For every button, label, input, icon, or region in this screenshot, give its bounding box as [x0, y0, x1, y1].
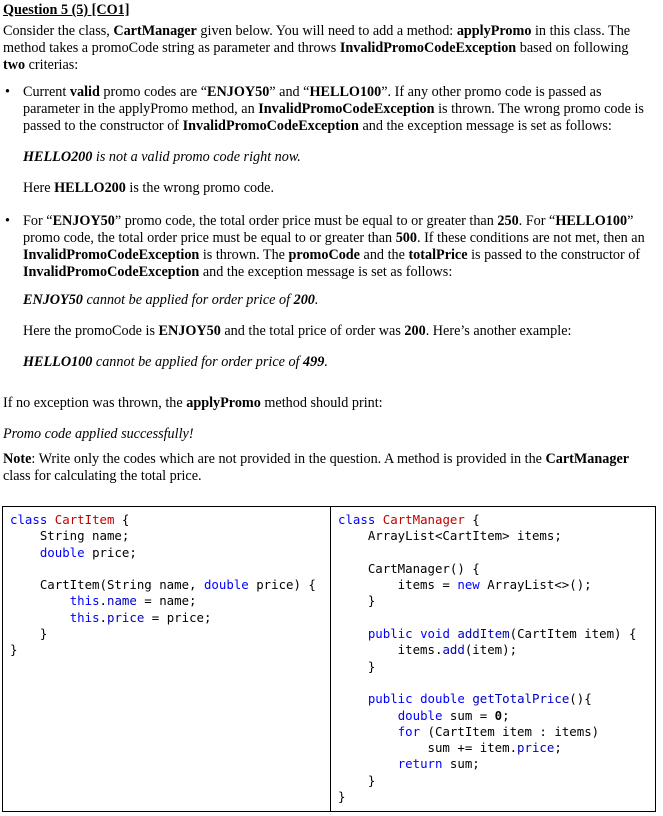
question-heading: Question 5 (5) [CO1]: [3, 2, 130, 18]
method-name: applyPromo: [456, 23, 532, 39]
promo-code: HELLO200: [54, 180, 126, 196]
exception-name: InvalidPromoCodeException: [258, 101, 435, 117]
class-name: CartManager: [113, 23, 197, 39]
success-text: Promo code applied successfully!: [3, 426, 194, 442]
intro-text: based on following: [516, 40, 629, 56]
example-message-3: [23, 354, 657, 371]
price-value: 200: [404, 323, 426, 339]
text: Here: [23, 180, 55, 196]
intro-text: Consider the class,: [3, 23, 114, 39]
explanation-2: [23, 323, 657, 340]
text: .: [324, 354, 328, 370]
text: . Here’s another example:: [425, 323, 572, 339]
method-name: applyPromo: [186, 395, 261, 411]
intro-text: given below. You will need to add a method:: [196, 23, 457, 39]
cartitem-code-line: String name;: [10, 528, 130, 544]
text: . For “: [518, 213, 556, 229]
cartitem-code-line: CartItem(String name, double price) {: [10, 577, 316, 593]
promo-code: HELLO100: [555, 213, 628, 229]
cartitem-code-line: this.name = name;: [69, 593, 197, 609]
text: .: [314, 292, 319, 308]
text: cannot be applied for order price of: [82, 292, 294, 308]
cartmanager-code-line: CartManager() {: [338, 560, 480, 576]
cartmanager-code-line: public double getTotalPrice(){: [367, 691, 592, 707]
bullet-dot: •: [5, 84, 10, 100]
promo-code: ENJOY50: [207, 84, 270, 100]
example-message-2: [23, 292, 657, 309]
cartmanager-code-line: ArrayList<CartItem> items;: [338, 528, 562, 544]
emphasis: valid: [69, 84, 100, 100]
exception-name: InvalidPromoCodeException: [23, 264, 200, 280]
text: ” promo code, the total order price must be equal to or greater than: [23, 213, 634, 246]
cartmanager-code-line: for (CartItem item : items): [397, 723, 600, 739]
cartitem-code-cell: [3, 507, 331, 811]
text: is the wrong promo code.: [125, 180, 275, 196]
promo-code: HELLO100: [309, 84, 382, 100]
text: promo codes are “: [99, 84, 208, 100]
cartmanager-code-cell: [331, 507, 655, 811]
cartmanager-code-line: }: [338, 772, 376, 788]
text: If no exception was thrown, the: [3, 395, 187, 411]
cartmanager-code-line: public void addItem(CartItem item) {: [367, 626, 637, 642]
text: ”. If any other promo code is passed as parameter in the applyPromo method, an: [23, 84, 602, 117]
price-value: 250: [497, 213, 519, 229]
cartitem-code-line: this.price = price;: [69, 609, 212, 625]
text: Current: [23, 84, 70, 100]
text: and the total price of order was: [220, 323, 405, 339]
cartitem-code-line: double price;: [39, 544, 137, 560]
text: is thrown. The wrong promo code is passed to the constructor of: [23, 101, 644, 134]
cartmanager-code-line: }: [338, 593, 376, 609]
text: method should print:: [260, 395, 383, 411]
price-value: 500: [395, 230, 417, 246]
param-name: totalPrice: [408, 247, 468, 263]
promo-code: HELLO100: [23, 354, 93, 370]
cartitem-code: [3, 507, 330, 659]
cartmanager-code-line: items.add(item);: [338, 642, 518, 658]
cartitem-code-line: class CartItem {: [10, 512, 130, 527]
cartmanager-code: [331, 507, 655, 805]
code-table: [2, 506, 656, 812]
promo-code: ENJOY50: [52, 213, 115, 229]
exception-name: InvalidPromoCodeException: [182, 118, 359, 134]
text: : Write only the codes which are not provided in the question. A method is provided in the: [31, 451, 546, 467]
bullet-dot: •: [5, 213, 10, 229]
param-name: promoCode: [288, 247, 360, 263]
text: and the exception message is set as follows:: [199, 264, 453, 280]
cartmanager-code-line: }: [338, 789, 346, 805]
class-name: CartManager: [545, 451, 630, 467]
cartmanager-code-line: }: [338, 658, 376, 674]
cartitem-code-line: }: [10, 626, 48, 642]
text: Here the promoCode is: [23, 323, 159, 339]
cartitem-code-line: }: [10, 642, 18, 658]
cartmanager-code-line: sum += item.price;: [338, 740, 562, 756]
text: . If these conditions are not met, then an: [416, 230, 645, 246]
text: and the: [359, 247, 409, 263]
promo-code: ENJOY50: [158, 323, 221, 339]
text: ” and “: [269, 84, 310, 100]
text: is thrown. The: [199, 247, 289, 263]
note-paragraph: [3, 451, 659, 485]
text: For “: [23, 213, 53, 229]
success-message: [3, 426, 659, 443]
explanation-1: [23, 180, 657, 197]
no-exception-text: [3, 395, 659, 412]
cartmanager-code-line: class CartManager {: [338, 512, 480, 527]
cartmanager-code-line: items = new ArrayList<>();: [338, 577, 592, 593]
note-label: Note: [3, 451, 32, 467]
promo-code: HELLO200: [23, 149, 93, 165]
exception-name: InvalidPromoCodeException: [339, 40, 517, 56]
text: is not a valid promo code right now.: [92, 149, 301, 165]
text: ” promo code, the total order price must be equal to or greater than: [114, 213, 498, 229]
promo-code: ENJOY50: [23, 292, 83, 308]
example-message-1: [23, 149, 657, 166]
intro-paragraph: [3, 23, 653, 74]
price-value: 499: [303, 354, 325, 370]
text: cannot be applied for order price of: [92, 354, 304, 370]
text: is passed to the constructor of: [467, 247, 641, 263]
price-value: 200: [293, 292, 315, 308]
text: class for calculating the total price.: [3, 468, 202, 484]
cartmanager-code-line: return sum;: [397, 756, 480, 772]
emphasis: two: [3, 57, 26, 73]
intro-text: in this class. The method takes a promoCode string as parameter and throws: [3, 23, 631, 56]
bullet-text: [23, 213, 657, 281]
text: and the exception message is set as follows:: [358, 118, 612, 134]
bullet-text: [23, 84, 657, 135]
exception-name: InvalidPromoCodeException: [23, 247, 200, 263]
intro-text: criterias:: [25, 57, 79, 73]
cartmanager-code-line: double sum = 0;: [397, 707, 510, 723]
